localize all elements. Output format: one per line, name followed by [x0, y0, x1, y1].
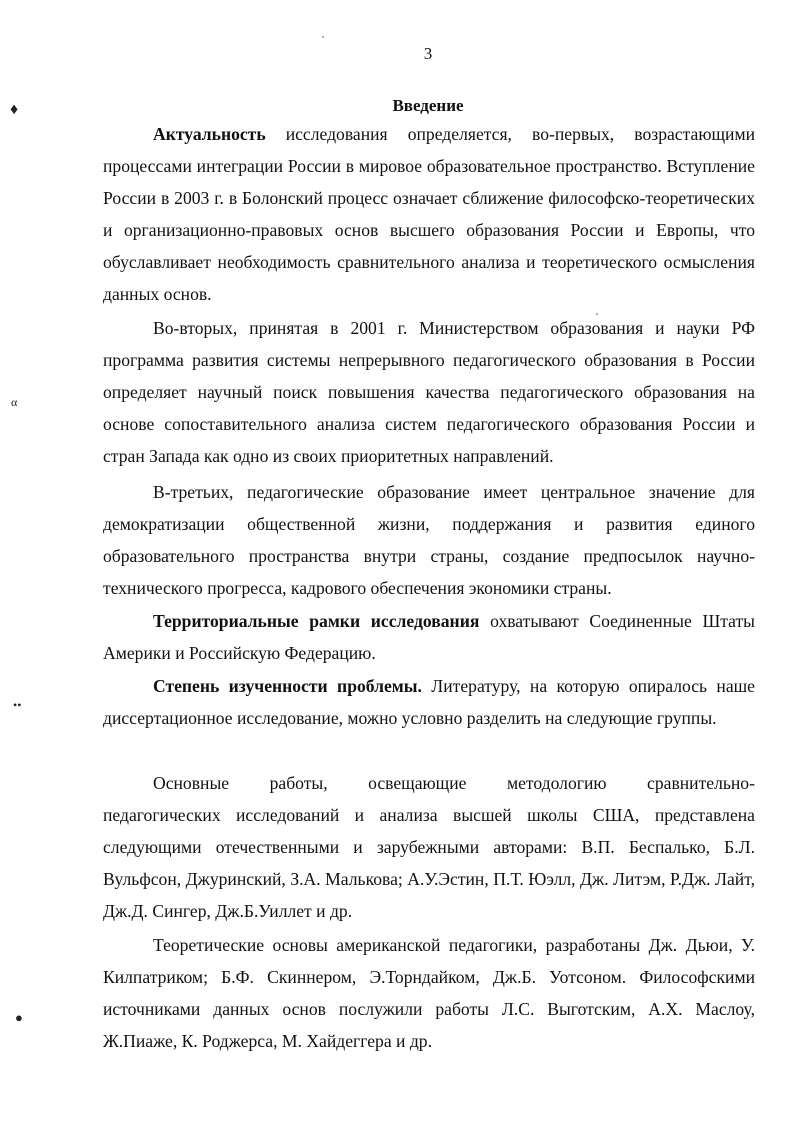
paragraph-text: исследования определяется, во-первых, возрастающими процессами интеграции России в мировое образовательное пространство. Вступление России в 2003 г. в Болонский процесс означает сближение философско-теоретических и организационно-правовых основ высшего образования России и Европы, что обуславливает необходимость сравнительного анализа и теоретического осмысления данных основ.: [103, 124, 755, 304]
page-number: 3: [423, 44, 433, 63]
paragraph-lead-term: Актуальность: [153, 124, 266, 144]
paragraph-main-works-first-line: [103, 767, 755, 799]
paragraph-theoretical-foundations: Теоретические основы американской педагогики, разработаны Дж. Дьюи, У. Килпатриком; Б.Ф. Скиннером, Э.Торндайком, Дж.Б. Уотсоном. Философскими источниками данных основ послужили работы Л.С. Выготским, А.Х. Маслоу, Ж.Пиаже, К. Роджерса, М. Хайдеггера и др.: [103, 935, 755, 1051]
margin-mark-icon: α: [11, 395, 18, 409]
paragraph-text: Литературу, на которую опиралось наше диссертационное исследование, можно условно разделить на следующие группы.: [103, 676, 755, 728]
scan-speck: [322, 36, 324, 38]
paragraph-text: охватывают Соединенные Штаты Америки и Российскую Федерацию.: [103, 611, 755, 663]
margin-mark-icon: ••: [13, 698, 22, 712]
word: Основные: [153, 773, 230, 793]
margin-mark-icon: ●: [15, 1010, 23, 1025]
margin-mark-icon: ♦: [10, 101, 19, 118]
word: работы,: [269, 773, 328, 793]
paragraph-thirdly: В-третьих, педагогические образование имеет центральное значение для демократизации общественной жизни, поддержания и развития единого образовательного пространства внутри страны, создание предпосылок научно-технического прогресса, кадрового обеспечения экономики страны.: [103, 482, 755, 598]
paragraph-degree-of-study: [103, 670, 755, 734]
section-title: Введение: [392, 96, 464, 115]
word: сравнительно-: [647, 773, 755, 793]
paragraph-relevance: [103, 118, 755, 310]
scan-speck: [596, 313, 598, 315]
word: методологию: [506, 773, 607, 793]
paragraph-territorial-scope: [103, 605, 755, 669]
paragraph-lead-term: Степень изученности проблемы.: [153, 676, 422, 696]
word: освещающие: [368, 773, 467, 793]
paragraph-main-works: педагогических исследований и анализа высшей школы США, представлена следующими отечественными и зарубежными авторами: В.П. Беспалько, Б.Л. Вульфсон, Джуринский, З.А. Малькова; А.У.Эстин, П.Т. Юэлл, Дж. Литэм, Р.Дж. Лайт, Дж.Д. Сингер, Дж.Б.Уиллет и др.: [103, 805, 755, 921]
paragraph-secondly: Во-вторых, принятая в 2001 г. Министерством образования и науки РФ программа развития системы непрерывного педагогического образования в России определяет научный поиск повышения качества педагогического образования на основе сопоставительного анализа систем педагогического образования России и стран Запада как одно из своих приоритетных направлений.: [103, 318, 755, 466]
paragraph-lead-term: Территориальные рамки исследования: [153, 611, 480, 631]
